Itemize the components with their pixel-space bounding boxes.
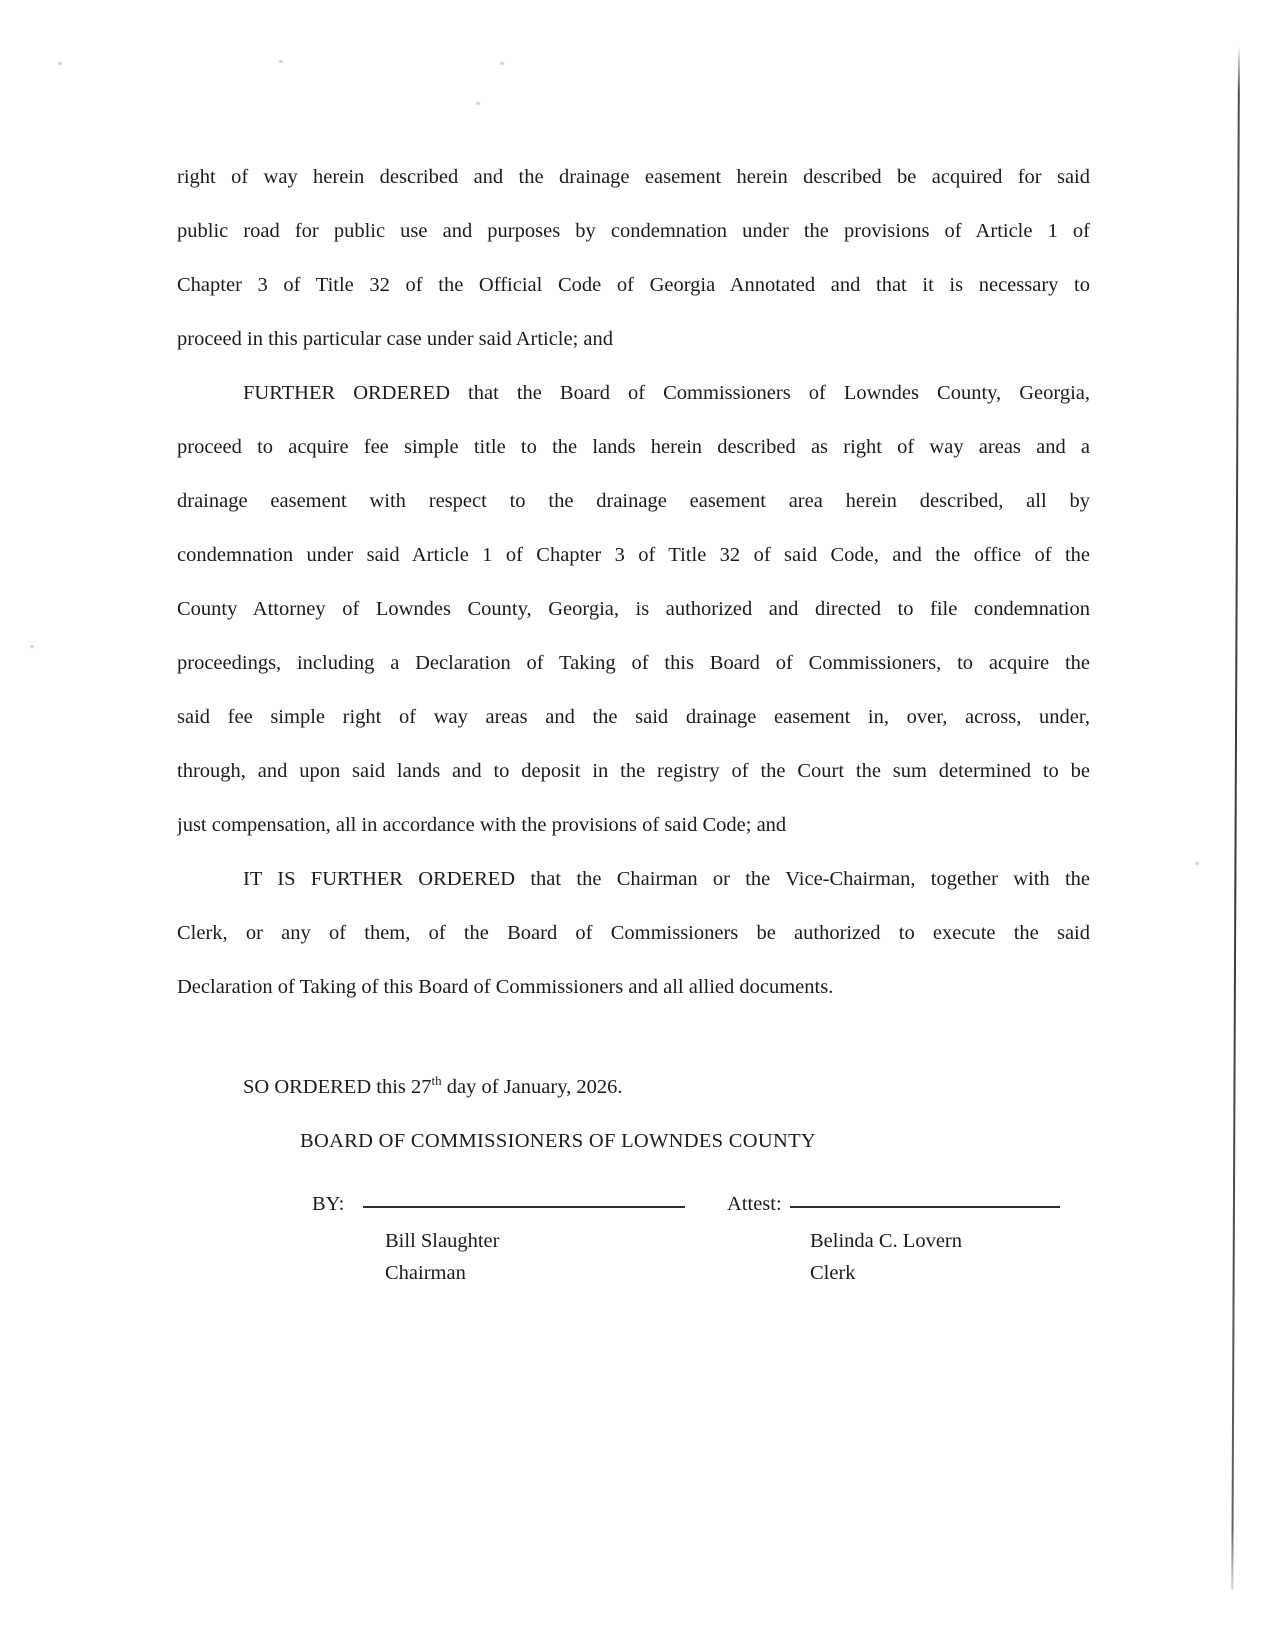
body-line: just compensation, all in accordance with the provisions of said Code; and [177,814,787,836]
body-line: through, and upon said lands and to deposit in the registry of the Court the sum determined to be [177,760,1090,782]
body-line: right of way herein described and the drainage easement herein described be acquired for said [177,166,1090,188]
clerk-name: Belinda C. Lovern [810,1230,963,1252]
body-line: proceed in this particular case under said Article; and [177,328,614,350]
chairman-title: Chairman [385,1262,466,1284]
scan-speck [500,62,504,65]
by-label: BY: [312,1193,345,1215]
so-ordered-suffix: day of January, 2026. [441,1076,623,1098]
body-line: condemnation under said Article 1 of Chapter 3 of Title 32 of said Code, and the office of the [177,544,1090,566]
so-ordered-prefix: SO ORDERED this 27 [243,1076,432,1098]
body-line: Declaration of Taking of this Board of Commissioners and all allied documents. [177,976,834,998]
chairman-signature-line [363,1206,685,1208]
ordinal-superscript: th [431,1073,442,1089]
scan-speck [279,60,283,63]
signature-block [177,1182,1090,1352]
board-heading: BOARD OF COMMISSIONERS OF LOWNDES COUNTY [300,1130,817,1152]
body-line: said fee simple right of way areas and the said drainage easement in, over, across, under, [177,706,1090,728]
body-line: FURTHER ORDERED that the Board of Commissioners of Lowndes County, Georgia, [243,382,1090,404]
scan-speck [58,62,62,65]
document-body [177,150,1090,1352]
body-paragraphs [177,150,1090,1014]
body-line: Chapter 3 of Title 32 of the Official Code of Georgia Annotated and that it is necessary to [177,274,1090,296]
clerk-signature-line [790,1206,1060,1208]
scan-speck [30,645,34,648]
scan-speck [476,102,480,105]
clerk-title: Clerk [810,1262,856,1284]
so-ordered-line [177,1060,1090,1114]
chairman-name: Bill Slaughter [385,1230,500,1252]
scan-speck [1195,862,1199,865]
body-line: Clerk, or any of them, of the Board of Commissioners be authorized to execute the said [177,922,1090,944]
body-line: proceed to acquire fee simple title to the lands herein described as right of way areas and a [177,436,1090,458]
body-line: IT IS FURTHER ORDERED that the Chairman or the Vice-Chairman, together with the [243,868,1090,890]
scan-artifact-line [1231,47,1240,1590]
body-line: public road for public use and purposes by condemnation under the provisions of Article 1 of [177,220,1090,242]
body-line: County Attorney of Lowndes County, Georgia, is authorized and directed to file condemnation [177,598,1090,620]
body-line: proceedings, including a Declaration of Taking of this Board of Commissioners, to acquire the [177,652,1090,674]
attest-label: Attest: [727,1193,782,1215]
body-line: drainage easement with respect to the drainage easement area herein described, all by [177,490,1090,512]
